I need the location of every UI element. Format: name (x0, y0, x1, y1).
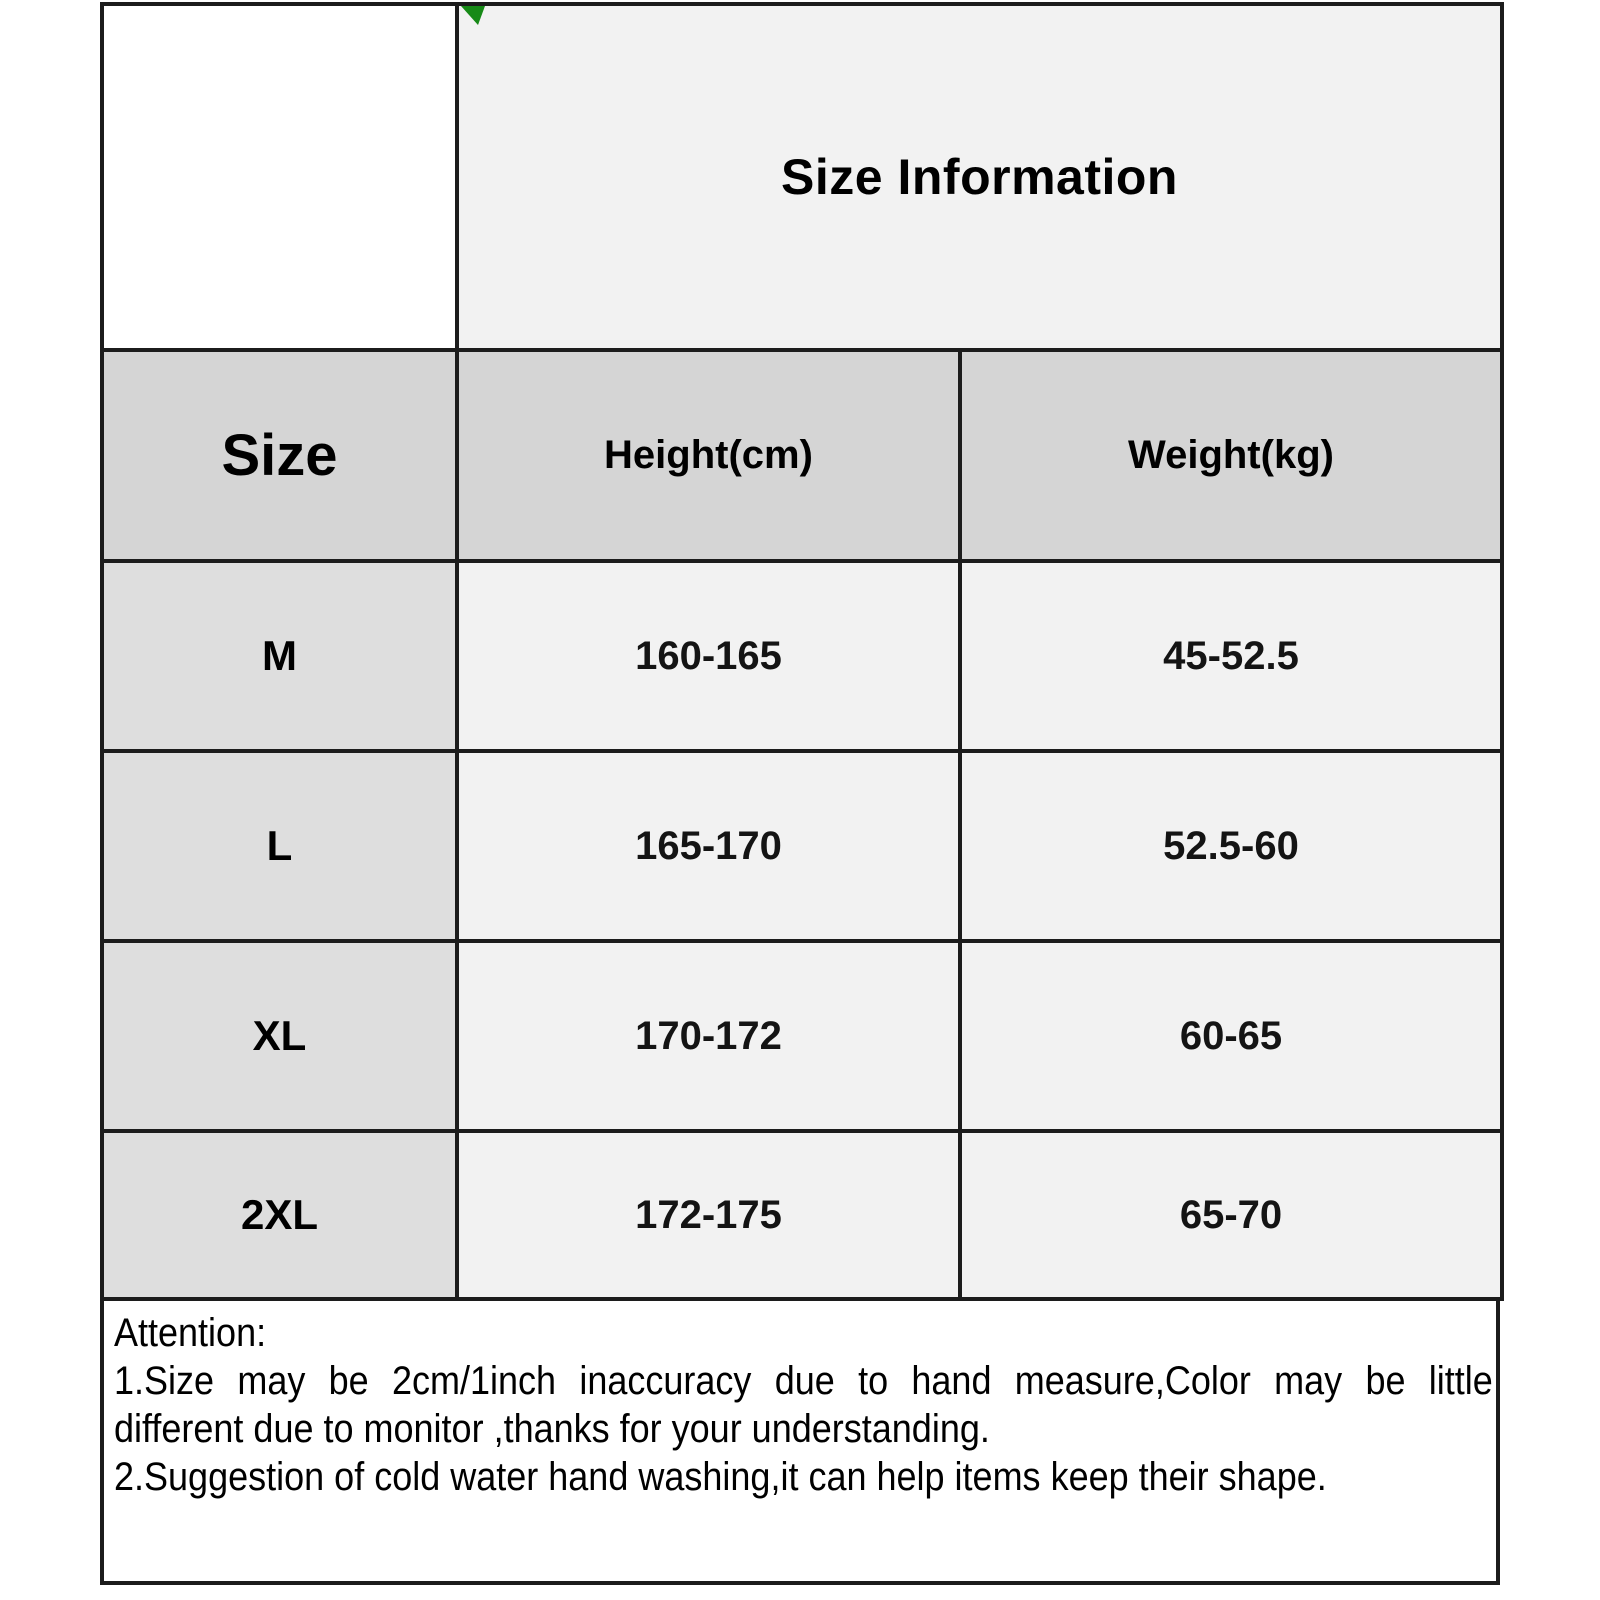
size-label: XL (102, 941, 457, 1131)
table-row (102, 941, 1502, 1131)
photo-frame (104, 170, 455, 184)
title-cell (457, 4, 1502, 350)
product-photo (102, 4, 457, 350)
attention-box (100, 1297, 1500, 1585)
height-value: 172-175 (457, 1131, 960, 1299)
height-value: 170-172 (457, 941, 960, 1131)
table-row (102, 561, 1502, 751)
attention-note-line: 2.Suggestion of cold water hand washing,it can help items keep their shape. (114, 1455, 1327, 1499)
photo-title-row (102, 4, 1502, 350)
attention-text (114, 1309, 1493, 1501)
table-header-row (102, 350, 1502, 561)
weight-value: 60-65 (960, 941, 1502, 1131)
weight-value: 65-70 (960, 1131, 1502, 1299)
column-header-height: Height(cm) (457, 350, 960, 561)
size-label: M (102, 561, 457, 751)
page-title: Size Information (781, 149, 1178, 205)
weight-value: 45-52.5 (960, 561, 1502, 751)
weight-value: 52.5-60 (960, 751, 1502, 941)
size-table (100, 2, 1504, 1301)
column-header-size: Size (102, 350, 457, 561)
column-header-weight: Weight(kg) (960, 350, 1502, 561)
corner-badge-icon (461, 6, 485, 25)
size-label: L (102, 751, 457, 941)
attention-note-line: 1.Size may be 2cm/1inch inaccuracy due to hand measure,Color may be little (114, 1359, 1493, 1403)
size-label: 2XL (102, 1131, 457, 1299)
attention-note-line: different due to monitor ,thanks for your understanding. (114, 1407, 990, 1451)
height-value: 160-165 (457, 561, 960, 751)
table-row (102, 751, 1502, 941)
table-row (102, 1131, 1502, 1299)
size-info-sheet (100, 2, 1500, 1585)
attention-heading: Attention: (114, 1311, 267, 1355)
height-value: 165-170 (457, 751, 960, 941)
